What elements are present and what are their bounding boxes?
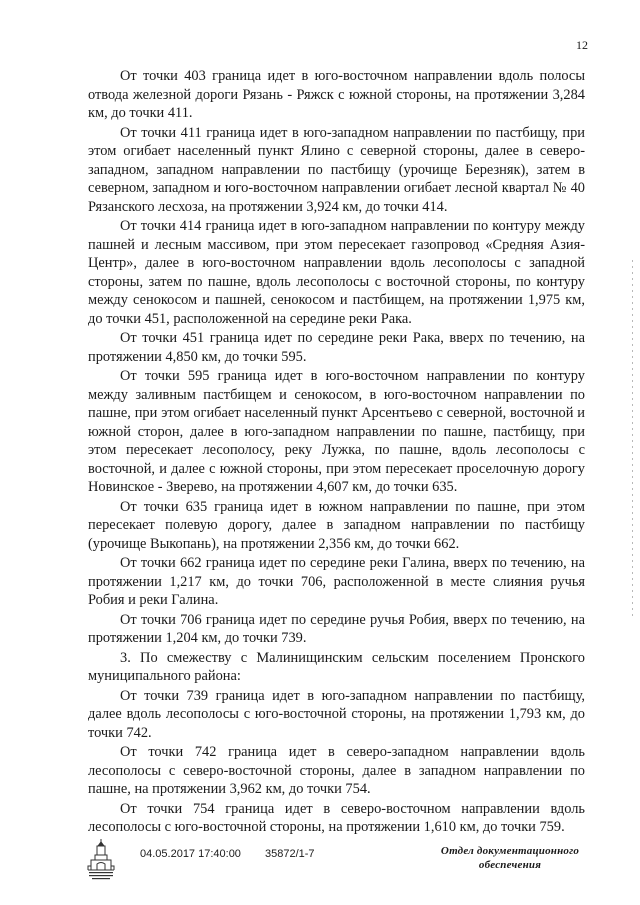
paragraph: От точки 411 граница идет в юго-западном направлении по пастбищу, при этом огибает населенный пункт Ялино с северной стороны, далее в северо-западном, западном направлении по пастбищу (урочище Березняк), затем в северном, западном и юго-восточном направлении огибает лесной квартал № 40 Рязанского лесхоза, на протяжении 3,924 км, до точки 414. <box>88 124 585 215</box>
section-heading: 3. По смежеству с Малинищинским сельским поселением Пронского муниципального района: <box>88 649 585 684</box>
paragraph: От точки 754 граница идет в северо-восточном направлении вдоль лесополосы с юго-восточной стороны, на протяжении 1,610 км, до точки 759. <box>88 800 585 835</box>
paragraph: От точки 451 граница идет по середине реки Рака, вверх по течению, на протяжении 4,850 км, до точки 595. <box>88 330 585 365</box>
footer-timestamp: 04.05.2017 17:40:00 <box>140 848 241 860</box>
footer-document-code: 35872/1-7 <box>265 848 315 860</box>
paragraph: От точки 414 граница идет в юго-западном направлении по контуру между пашней и лесным массивом, при этом пересекает газопровод «Средняя Азия-Центр», далее в юго-восточном направлении вдоль лесополосы с западной стороны, затем по пашне, вдоль лесополосы с восточной стороны, по контуру между сенокосом и пашней, сенокосом и пастбищем, на протяжении 1,975 км, до точки 451, расположенной на середине реки Рака. <box>88 218 585 327</box>
department-name-line1: Отдел документационного <box>440 845 580 857</box>
page-number: 12 <box>576 38 588 52</box>
paragraph: От точки 739 граница идет в юго-западном направлении по пастбищу, далее вдоль лесополосы с юго-восточной стороны, на протяжении 1,793 км, до точки 742. <box>88 687 585 741</box>
paragraph: От точки 403 граница идет в юго-восточном направлении вдоль полосы отвода железной дороги Рязань - Ряжск с южной стороны, на протяжении 3,284 км, до точки 411. <box>88 68 585 121</box>
paragraph: От точки 742 граница идет в северо-западном направлении вдоль лесополосы с северо-восточной стороны, далее в западном направлении по пашне, на протяжении 3,962 км, до точки 754. <box>88 744 585 797</box>
paragraph: От точки 635 граница идет в южном направлении по пашне, при этом пересекает полевую дорогу, далее в западном направлении по пастбищу (урочище Выкопань), на протяжении 2,356 км, до точки 662. <box>88 498 585 552</box>
paragraph: От точки 595 граница идет в юго-восточном направлении по контуру между заливным пастбищем и сенокосом, в юго-восточном направлении по пашне, при этом огибает населенный пункт Арсентьево с северной, восточной и южной сторон, далее в юго-западном направлении по пашне, пастбищу, при этом пересекает лесополосу, реку Лужка, по пашне, вдоль лесополосы с восточной, и далее с южной стороны, при этом пересекает проселочную дорогу Новинское - Зверево, на протяжении 4,607 км, до точки 635. <box>88 368 585 495</box>
footer <box>0 838 640 888</box>
footer-department <box>430 844 590 872</box>
document-body <box>88 67 585 837</box>
scan-edge-mark <box>632 260 633 620</box>
kremlin-emblem-icon <box>86 838 116 882</box>
paragraph: От точки 662 граница идет по середине реки Галина, вверх по течению, на протяжении 1,217 км, до точки 706, расположенной в месте слияния ручья Робия и реки Галина. <box>88 555 585 608</box>
paragraph: От точки 706 граница идет по середине ручья Робия, вверх по течению, на протяжении 1,204 км, до точки 739. <box>88 611 585 646</box>
department-name-line2: обеспечения <box>478 859 542 871</box>
